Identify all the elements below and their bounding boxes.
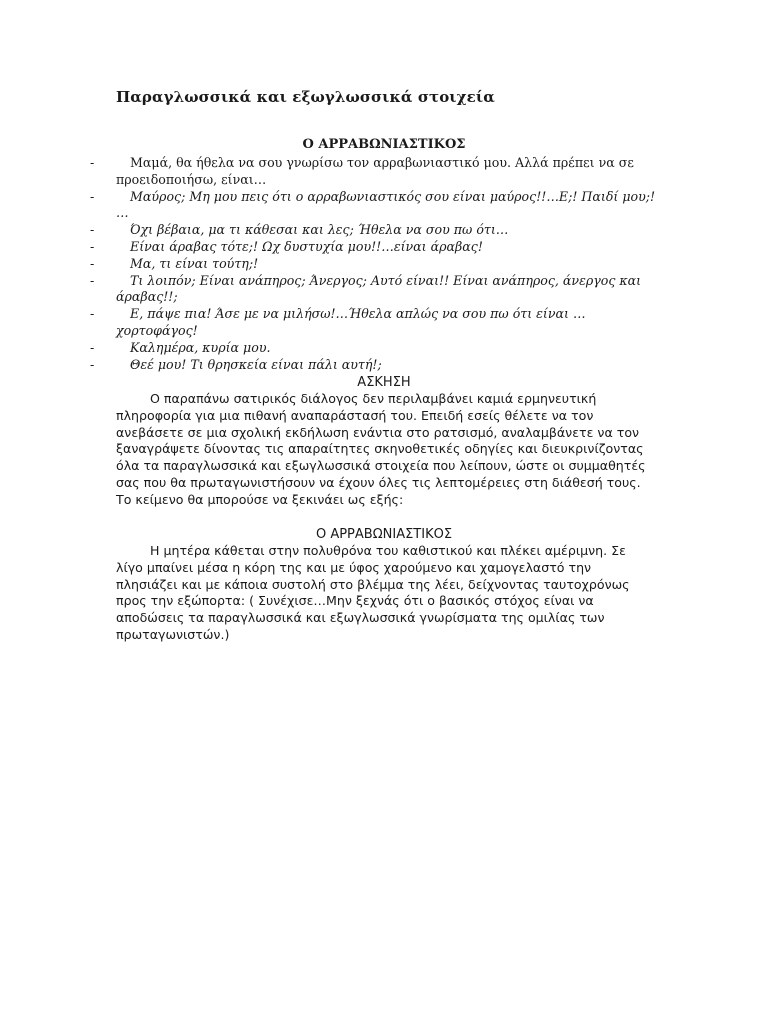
dialogue-text: Τι λοιπόν; Είναι ανάπηρος; Άνεργος; Αυτό είναι!! Είναι ανάπηρος, άνεργος και άραβας!!; [116,272,642,305]
story-paragraph [116,543,656,644]
dialogue-dash: - [90,188,95,204]
dialogue-line [0,222,768,239]
dialogue-text: Μα, τι είναι τούτη;! [130,255,259,271]
dialogue-heading: Ο ΑΡΡΑΒΩΝΙΑΣΤΙΚΟΣ [302,137,466,152]
dialogue-text: Θεέ μου! Τι θρησκεία είναι πάλι αυτή!; [130,356,382,372]
dialogue-dash: - [90,272,95,288]
dialogue-dash: - [90,155,95,170]
dialogue-text: Ε, πάψε πια! Άσε με να μιλήσω!…Ήθελα απλώς να σου πω ότι είναι …χορτοφάγος! [116,306,586,338]
dialogue-text: Είναι άραβας τότε;! Ωχ δυστυχία μου!!…είναι άραβας! [130,238,483,254]
dialogue-line [0,239,768,256]
dialogue-line [0,256,768,273]
dialogue-dash: - [90,306,95,322]
dialogue-text: Όχι βέβαια, μα τι κάθεσαι και λες; Ήθελα να σου πω ότι… [130,222,509,238]
story-heading: Ο ΑΡΡΑΒΩΝΙΑΣΤΙΚΟΣ [315,527,453,542]
dialogue-dash: - [90,222,95,238]
dialogue-line [0,273,768,307]
dialogue-dash: - [90,255,95,271]
dialogue-dash: - [90,238,95,254]
story-text: Η μητέρα κάθεται στην πολυθρόνα του καθιστικού και πλέκει αμέριμνη. Σε λίγο μπαίνει μέσα η κόρη της και με ύφος χαρούμενο και χαμογελαστό την πλησιάζει και με κάποια συστολή στο βλέμμα της λέει, δείχνοντας ταυτοχρόνως προς την εξώπορτα: ( Συνέχισε…Μην ξεχνάς ότι ο βασικός στόχος είναι να αποδώσεις τα παραγλωσσικά και εξωγλωσσικά γνωρίσματα της ομιλίας των πρωταγωνιστών.) [116,543,630,642]
dialogue-line [0,340,768,357]
dialogue-line [0,155,768,189]
exercise-text: Ο παραπάνω σατιρικός διάλογος δεν περιλαμβάνει καμιά ερμηνευτική πληροφορία για μια πιθανή αναπαράστασή του. Επειδή εσείς θέλετε να τον ανεβάσετε σε μια σχολική εκδήλωση ενάντια στο ρατσισμό, αναλαμβάνετε να τον ξαναγράψετε δίνοντας τις απαραίτητες σκηνοθετικές οδηγίες και διευκρινίζοντας όλα τα παραγλωσσικά και εξωγλωσσικά στοιχεία που λείπουν, ώστε οι συμμαθητές σας που θα πρωταγωνιστήσουν να έχουν όλες τις λεπτομέρειες στη διάθεσή τους. Το κείμενο θα μπορούσε να ξεκινάει ως εξής: [116,391,646,507]
dialogue-text: Μαύρος; Μη μου πεις ότι ο αρραβωνιαστικός σου είναι μαύρος!!…Ε;! Παιδί μου;! … [116,188,656,221]
dialogue-text: Καλημέρα, κυρία μου. [130,339,271,355]
dialogue-list [0,155,768,373]
dialogue-text: Μαμά, θα ήθελα να σου γνωρίσω τον αρραβωνιαστικό μου. Αλλά πρέπει να σε προειδοποιήσω, είναι… [116,155,634,187]
exercise-heading: ΑΣΚΗΣΗ [357,375,411,390]
dialogue-dash: - [90,356,95,372]
exercise-paragraph [116,391,656,509]
dialogue-dash: - [90,339,95,355]
dialogue-line [0,306,768,340]
document-title: Παραγλωσσικά και εξωγλωσσικά στοιχεία [116,88,495,106]
dialogue-line [0,357,768,374]
dialogue-line [0,189,768,223]
